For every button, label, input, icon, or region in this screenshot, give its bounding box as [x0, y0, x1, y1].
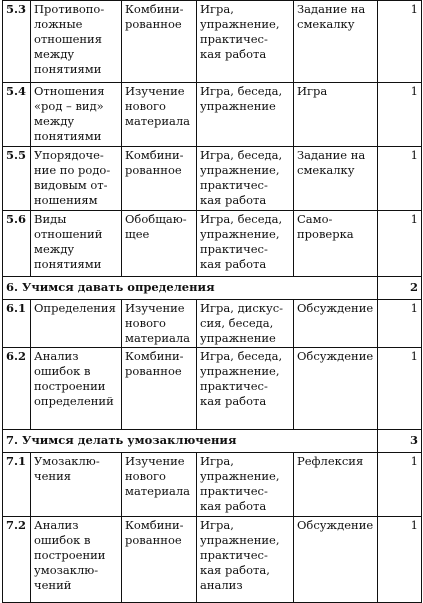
lesson-control: Задание на смекалку: [294, 1, 378, 83]
lesson-hours: 1: [378, 1, 422, 83]
lesson-forms: Игра, упражнение, практичес- кая работа: [197, 453, 294, 517]
lesson-number: 5.3: [3, 1, 31, 83]
section-title: 7. Учимся делать умозаключения: [3, 430, 378, 453]
lesson-topic: Упорядоче- ние по родо- видовым от- ношениям: [31, 147, 122, 211]
lesson-type: Комбини- рованное: [122, 348, 197, 430]
lesson-type: Обобщаю- щее: [122, 211, 197, 277]
lesson-topic: Анализ ошибок в построении определений: [31, 348, 122, 430]
lesson-hours: 1: [378, 453, 422, 517]
lesson-type: Комбини- рованное: [122, 1, 197, 83]
lesson-row: [3, 211, 422, 277]
section-hours: 2: [378, 277, 422, 300]
lesson-control: Обсуждение: [294, 517, 378, 603]
lesson-type: Комбини- рованное: [122, 517, 197, 603]
lesson-topic: Анализ ошибок в построении умозаклю- чений: [31, 517, 122, 603]
section-row: [3, 277, 422, 300]
lesson-plan-body: [3, 1, 422, 603]
lesson-topic: Отношения «род – вид» между понятиями: [31, 83, 122, 147]
lesson-forms: Игра, беседа, упражнение, практичес- кая работа: [197, 147, 294, 211]
lesson-number: 5.6: [3, 211, 31, 277]
lesson-control: Рефлексия: [294, 453, 378, 517]
lesson-number: 6.1: [3, 300, 31, 348]
lesson-control: Само- проверка: [294, 211, 378, 277]
lesson-number: 5.5: [3, 147, 31, 211]
lesson-control: Обсуждение: [294, 348, 378, 430]
lesson-type: Изучение нового материала: [122, 300, 197, 348]
lesson-topic: Умозаклю- чения: [31, 453, 122, 517]
lesson-number: 5.4: [3, 83, 31, 147]
lesson-topic: Виды отношений между понятиями: [31, 211, 122, 277]
lesson-hours: 1: [378, 300, 422, 348]
lesson-hours: 1: [378, 83, 422, 147]
lesson-topic: Определения: [31, 300, 122, 348]
section-title: 6. Учимся давать определения: [3, 277, 378, 300]
lesson-hours: 1: [378, 211, 422, 277]
lesson-row: [3, 83, 422, 147]
lesson-forms: Игра, дискус- сия, беседа, упражнение: [197, 300, 294, 348]
lesson-forms: Игра, беседа, упражнение, практичес- кая работа: [197, 348, 294, 430]
lesson-control: Игра: [294, 83, 378, 147]
lesson-hours: 1: [378, 147, 422, 211]
lesson-row: [3, 147, 422, 211]
lesson-row: [3, 517, 422, 603]
lesson-hours: 1: [378, 517, 422, 603]
lesson-number: 7.2: [3, 517, 31, 603]
section-row: [3, 430, 422, 453]
lesson-type: Комбини- рованное: [122, 147, 197, 211]
lesson-number: 6.2: [3, 348, 31, 430]
lesson-row: [3, 453, 422, 517]
lesson-hours: 1: [378, 348, 422, 430]
lesson-forms: Игра, упражнение, практичес- кая работа: [197, 1, 294, 83]
lesson-row: [3, 1, 422, 83]
lesson-forms: Игра, упражнение, практичес- кая работа, анализ: [197, 517, 294, 603]
lesson-row: [3, 300, 422, 348]
lesson-control: Обсуждение: [294, 300, 378, 348]
lesson-forms: Игра, беседа, упражнение, практичес- кая работа: [197, 211, 294, 277]
lesson-number: 7.1: [3, 453, 31, 517]
section-hours: 3: [378, 430, 422, 453]
lesson-forms: Игра, беседа, упражнение: [197, 83, 294, 147]
lesson-type: Изучение нового материала: [122, 83, 197, 147]
lesson-row: [3, 348, 422, 430]
lesson-plan-table: [2, 0, 422, 603]
lesson-topic: Противопо- ложные отношения между понятиями: [31, 1, 122, 83]
lesson-type: Изучение нового материала: [122, 453, 197, 517]
lesson-control: Задание на смекалку: [294, 147, 378, 211]
